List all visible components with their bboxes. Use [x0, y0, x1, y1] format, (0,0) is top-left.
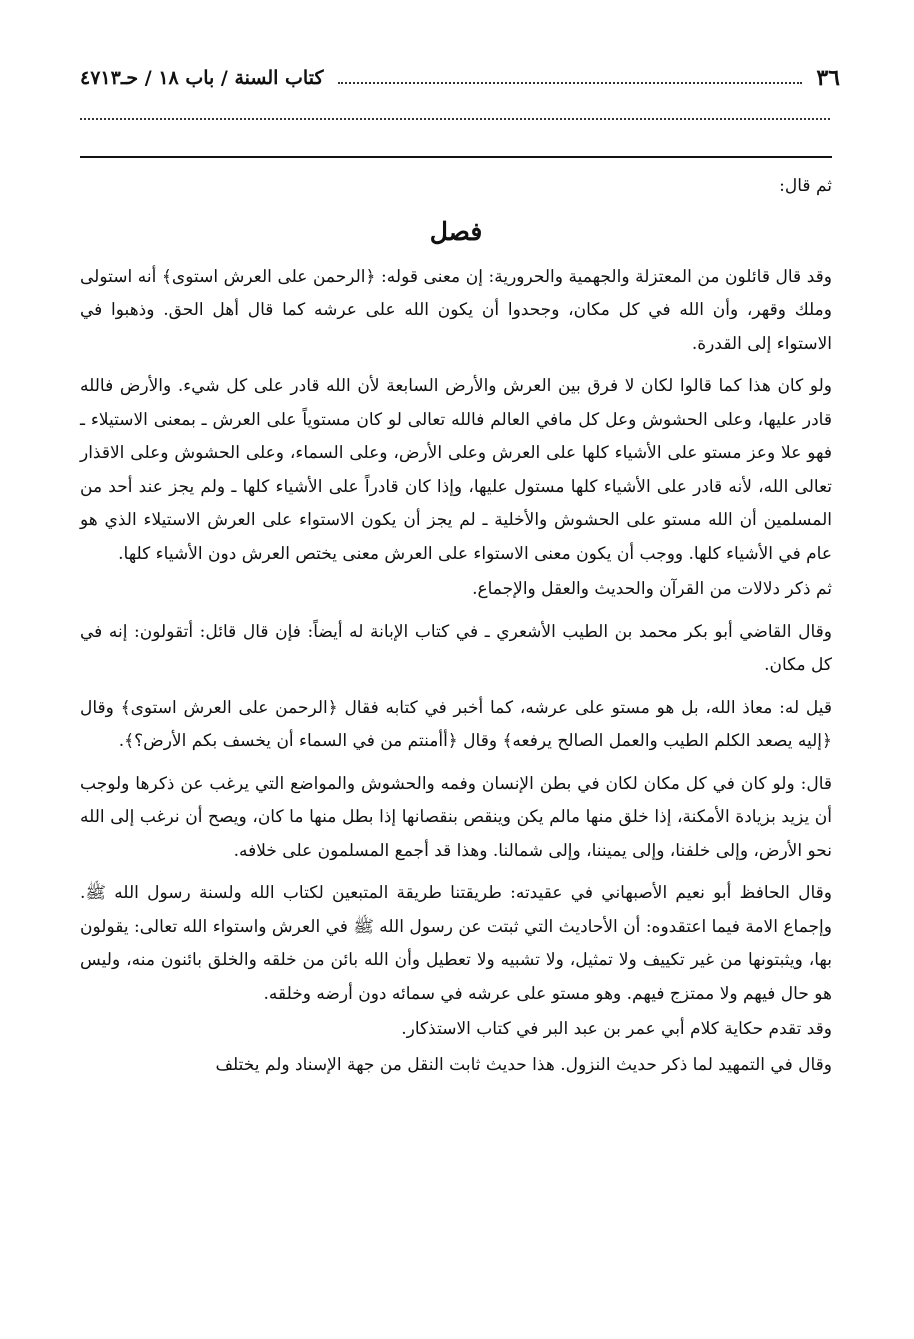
header-rule	[80, 156, 832, 158]
page-header	[80, 58, 840, 98]
body-text	[80, 166, 832, 1091]
dotted-separator	[80, 118, 830, 120]
paragraph: وقد تقدم حكاية كلام أبي عمر بن عبد البر في كتاب الاستذكار.	[401, 1019, 832, 1039]
paragraph: وقال الحافظ أبو نعيم الأصبهاني في عقيدته: طريقتنا طريقة المتبعين لكتاب الله ولسنة رسول الله ﷺ. وإجماع الامة فيما اعتقدوه: أن الأحاديث التي ثبتت عن رسول الله ﷺ في العرش واستواء الله تعالى: يقولون بها، ويثبتونها من غير تكييف ولا تمثيل، ولا تشبيه ولا تعطيل وأن الله بائن من خلقه والخلق بائنون منه، وليس هو حال فيهم ولا ممتزج فيهم. وهو مستو على عرشه في سمائه دون أرضه وخلقه.	[80, 883, 832, 1004]
paragraph: ثم ذكر دلالات من القرآن والحديث والعقل والإجماع.	[472, 579, 832, 599]
paragraph: وقد قال قائلون من المعتزلة والجهمية والحرورية: إن معنى قوله: ﴿الرحمن على العرش استوى﴾ أنه استولى وملك وقهر، وأن الله في كل مكان، وجحدوا أن يكون الله على عرشه كما قال أهل الحق. وذهبوا في الاستواء إلى القدرة.	[80, 266, 832, 354]
section-title: فصل	[429, 216, 483, 246]
paragraph: قال: ولو كان في كل مكان لكان في بطن الإنسان وفمه والحشوش والمواضع التي يرغب عن ذكرها ولوجب أن يزيد بزيادة الأمكنة، إذا خلق منها مالم يكن وينقص بنقصانها إذا بطل منها ما كان، ويصح أن نرغب إلى الله نحو الأرض، وإلى خلفنا، وإلى يميننا، وإلى شمالنا. وهذا قد أجمع المسلمون على خلافه.	[80, 773, 832, 861]
paragraph: قيل له: معاذ الله، بل هو مستو على عرشه، كما أخبر في كتابه فقال ﴿الرحمن على العرش استوى﴾ وقال ﴿إليه يصعد الكلم الطيب والعمل الصالح يرفعه﴾ وقال ﴿أأمنتم من في السماء أن يخسف بكم الأرض؟﴾.	[80, 697, 832, 751]
page-number: ٣٦	[816, 65, 840, 91]
intro-line: ثم قال:	[779, 176, 832, 196]
running-head: كتاب السنة / باب ١٨ / حـ٤٧١٣	[80, 67, 324, 89]
paragraph: وقال القاضي أبو بكر محمد بن الطيب الأشعري ـ في كتاب الإبانة له أيضاً: فإن قال قائل: أتقولون: إنه في كل مكان.	[80, 621, 832, 675]
paragraph: وقال في التمهيد لما ذكر حديث النزول. هذا حديث ثابت النقل من جهة الإسناد ولم يختلف	[215, 1054, 832, 1075]
header-dotted-leader	[338, 72, 803, 84]
paragraph: ولو كان هذا كما قالوا لكان لا فرق بين العرش والأرض السابعة لأن الله قادر على كل شيء. والأرض فالله قادر عليها، وعلى الحشوش وعل كل مافي العالم فالله تعالى لو كان مستوياً على العرش ـ بمعنى الاستيلاء ـ فهو علا وعز مستو على الأشياء كلها على العرش وعلى الأرض، وعلى السماء، وعلى الحشوش وعلى الاقذار تعالى الله، لأنه قادر على الأشياء كلها مستول عليها، وإذا كان قادراً على الأشياء كلها ـ ولم يجز عند أحد من المسلمين أن الله مستو على الحشوش والأخلية ـ لم يجز أن يكون الاستواء على العرش الاستيلاء الذي هو عام في الأشياء كلها. ووجب أن يكون معنى الاستواء على العرش معنى يختص العرش دون الأشياء كلها.	[80, 376, 832, 564]
